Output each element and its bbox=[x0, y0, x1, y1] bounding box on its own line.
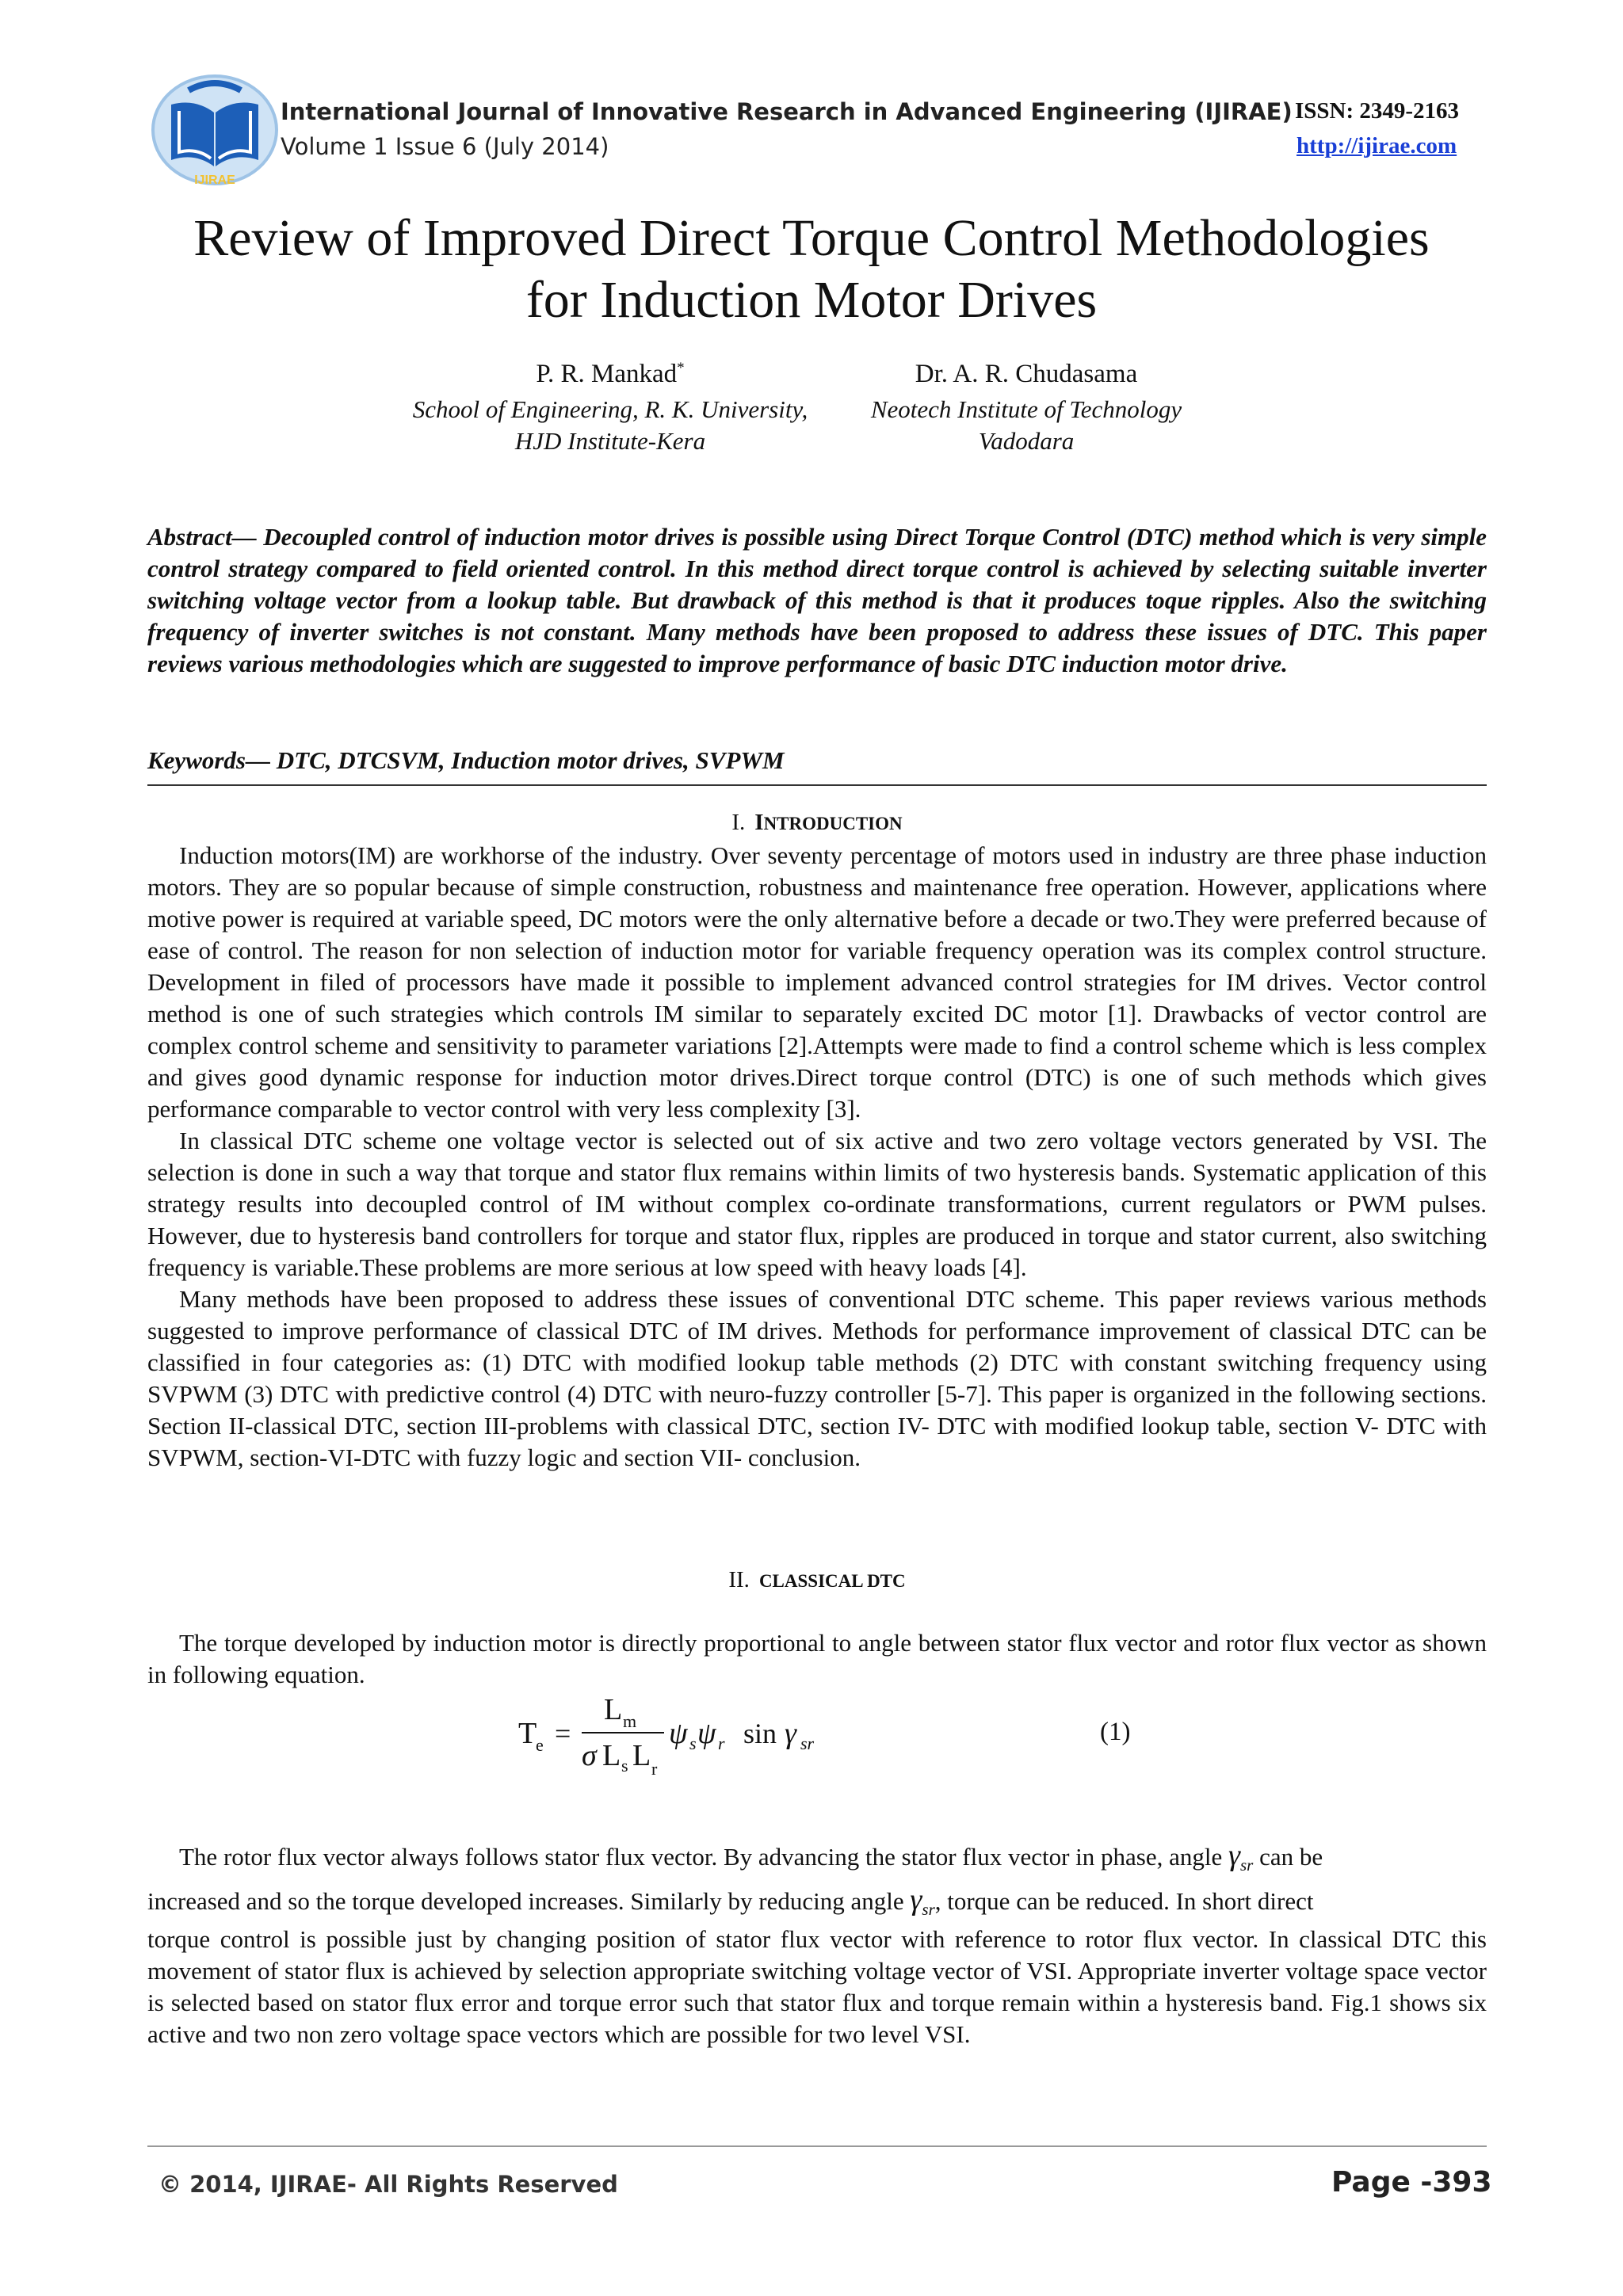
eq-den-l1-sub: s bbox=[621, 1756, 628, 1775]
paper-title-line-1: Review of Improved Direct Torque Control Methodologies bbox=[193, 209, 1430, 267]
eq-den-l1: L bbox=[602, 1739, 621, 1772]
eq-psi-s: ψ bbox=[669, 1717, 688, 1750]
eq-psi-r: ψ bbox=[697, 1717, 716, 1750]
eq-den-l2-sub: r bbox=[651, 1759, 658, 1779]
classical-dtc-body bbox=[147, 1924, 1487, 2050]
eq-sigma: σ bbox=[582, 1739, 597, 1772]
paragraph: torque control is possible just by changing position of stator flux vector with reference to rotor flux vector. In classical DTC this movement of stator flux is achieved by selection appropriate switching voltage vector of VSI. Appropriate inverter voltage space vector is selected based on stator flux error and torque error such that stator flux and torque remain within a hysteresis band. Fig.1 shows six active and two non zero voltage space vectors which are possible for two level VSI. bbox=[147, 1925, 1487, 2048]
paragraph: Many methods have been proposed to address these issues of conventional DTC scheme. This paper reviews various methods suggested to improve performance of classical DTC of IM drives. Methods for performance improvement of classical DTC can be classified in four categories as: (1) DTC with modified lookup table methods (2) DTC with constant switching frequency using SVPWM (3) DTC with predictive control (4) DTC with neuro-fuzzy controller [5-7]. This paper is organized in the following sections. Section II-classical DTC, section III-problems with classical DTC, section IV- DTC with modified lookup table, section V- DTC with SVPWM, section-VI-DTC with fuzzy logic and section VII- conclusion. bbox=[147, 1285, 1487, 1471]
author-affiliation: Neotech Institute of Technology bbox=[870, 395, 1182, 423]
author-block-2 bbox=[848, 360, 1205, 457]
section-heading-classical-dtc: II. CLASSICAL DTC bbox=[728, 1567, 906, 1592]
eq-den-l2: L bbox=[632, 1739, 651, 1772]
author-block-1 bbox=[372, 360, 848, 457]
eq-fraction-bar bbox=[582, 1732, 664, 1733]
eq-psi-s-sub: s bbox=[689, 1733, 697, 1753]
journal-url-link[interactable]: http://ijirae.com bbox=[1296, 133, 1457, 158]
introduction-body bbox=[147, 840, 1487, 1474]
eq-psi-r-sub: r bbox=[718, 1733, 725, 1753]
author-name: Dr. A. R. Chudasama bbox=[915, 360, 1138, 388]
journal-volume: Volume 1 Issue 6 (July 2014) bbox=[281, 133, 609, 160]
eq-lhs: T bbox=[518, 1717, 537, 1750]
journal-issn: ISSN: 2349-2163 bbox=[1295, 98, 1460, 124]
equation-number: (1) bbox=[1100, 1718, 1131, 1746]
keywords: Keywords— DTC, DTCSVM, Induction motor drives, SVPWM bbox=[147, 746, 785, 774]
logo-label: IJIRAE bbox=[194, 174, 235, 187]
paragraph-line: increased and so the torque developed increases. Similarly by reducing angle $\gamma_{sr}$, torque can be reduced. In short direct bbox=[147, 1883, 1314, 1920]
eq-lhs-sub: e bbox=[536, 1735, 544, 1755]
divider bbox=[147, 784, 1487, 786]
paper-title-line-2: for Induction Motor Drives bbox=[525, 271, 1098, 329]
journal-name: International Journal of Innovative Research in Advanced Engineering (IJIRAE) bbox=[281, 98, 1293, 125]
section-heading-introduction: I. INTRODUCTION bbox=[731, 810, 903, 835]
abstract: Abstract— Decoupled control of induction motor drives is possible using Direct Torque Control (DTC) method which is very simple control strategy compared to field oriented control. In this method direct torque control is achieved by selecting suitable inverter switching voltage vector from a lookup table. But drawback of this method is that it produces toque ripples. Also the switching frequency of inverter switches is not constant. Many methods have been proposed to address these issues of DTC. This paper reviews various methodologies which are suggested to improve performance of basic DTC induction motor drive. bbox=[147, 523, 1487, 677]
author-name: P. R. Mankad* bbox=[536, 360, 685, 388]
paragraph: Induction motors(IM) are workhorse of the industry. Over seventy percentage of motors used in industry are three phase induction motors. They are so popular because of simple construction, robustness and maintenance free operation. However, applications where motive power is required at variable speed, DC motors were the only alternative before a decade or two.They were preferred because of ease of control. The reason for non selection of induction motor for variable frequency operation was its complex control structure. Development in filed of processors have made it possible to implement advanced control strategies for IM drives. Vector control method is one of such strategies which controls IM similar to separately excited DC motor [1]. Drawbacks of vector control are complex control scheme and sensitivity to parameter variations [2].Attempts were made to find a control scheme which is less complex and gives good dynamic response for induction motor drives.Direct torque control (DTC) is one of such methods which gives performance comparable to vector control with very less complexity [3]. bbox=[147, 841, 1487, 1123]
eq-sin: sin bbox=[743, 1718, 777, 1749]
eq-numerator-sub: m bbox=[623, 1711, 637, 1731]
eq-equals: = bbox=[555, 1718, 571, 1749]
eq-numerator: L bbox=[604, 1693, 623, 1726]
eq-gamma-sub: sr bbox=[800, 1733, 815, 1753]
footer-divider bbox=[147, 2145, 1487, 2147]
corresponding-author-mark: * bbox=[677, 360, 685, 376]
journal-logo bbox=[147, 73, 282, 192]
paragraph: The torque developed by induction motor is directly proportional to angle between stator flux vector and rotor flux vector as shown in following equation. bbox=[147, 1629, 1487, 1688]
author-affiliation-line-2: HJD Institute-Kera bbox=[514, 427, 706, 455]
classical-dtc-intro bbox=[147, 1627, 1487, 1691]
paragraph: In classical DTC scheme one voltage vector is selected out of six active and two zero voltage vectors generated by VSI. The selection is done in such a way that torque and stator flux remains within limits of two hysteresis bands. Systematic application of this strategy results into decoupled control of IM without complex co-ordinate transformations, current regulators or PWM pulses. However, due to hysteresis band controllers for torque and stator flux, ripples are produced in torque and stator current, also switching frequency is variable.These problems are more serious at low speed with heavy loads [4]. bbox=[147, 1127, 1487, 1281]
page-number: Page -393 bbox=[1331, 2166, 1492, 2199]
footer-copyright: © 2014, IJIRAE- All Rights Reserved bbox=[158, 2171, 618, 2198]
eq-gamma: γ bbox=[785, 1717, 796, 1750]
paragraph-line: The rotor flux vector always follows stator flux vector. By advancing the stator flux vector in phase, angle $\gamma_{sr}$ can be bbox=[179, 1839, 1323, 1875]
author-affiliation: School of Engineering, R. K. University, bbox=[412, 395, 808, 423]
author-affiliation-line-2: Vadodara bbox=[978, 427, 1075, 455]
